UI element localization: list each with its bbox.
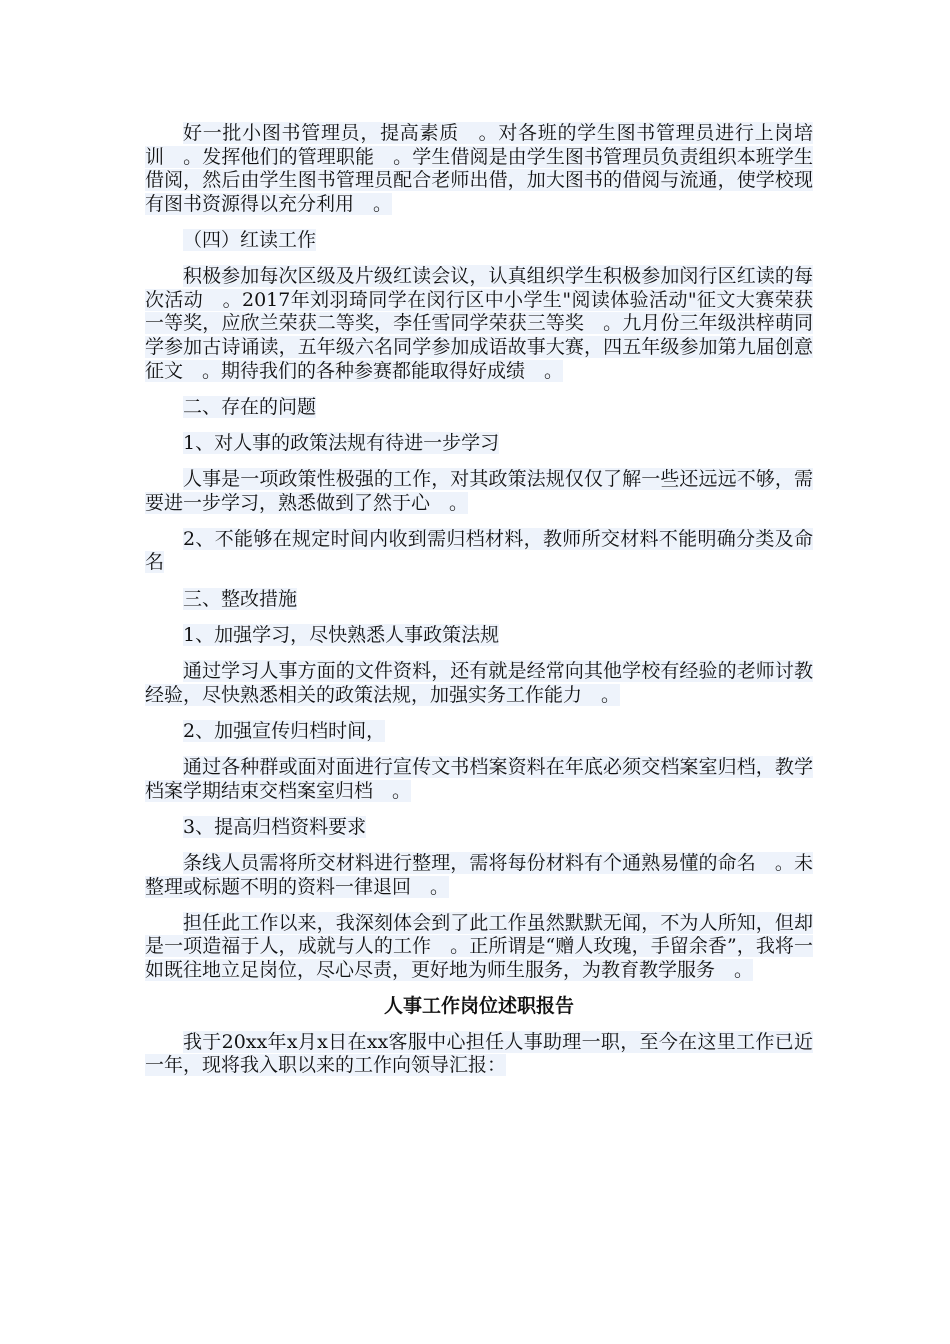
measure-item-3: 3、提高归档资料要求 <box>183 815 367 838</box>
paragraph-red-reading-activities: 积极参加每次区级及片级红读会议，认真组织学生积极参加闵行区红读的每次活动 。2017年刘羽琦同学在闵行区中小学生"阅读体验活动"征文大赛荣获一等奖，应欣兰荣获二等奖，李任雪同学荣获三等奖 。九月份三年级洪梓萌同学参加古诗诵读，五年级六名同学参加成语故事大赛，四五年级参加第九届创意征文 。期待我们的各种参赛都能取得好成绩 。 <box>145 265 813 382</box>
measure-item-1: 1、加强学习，尽快熟悉人事政策法规 <box>183 623 500 646</box>
paragraph-librarian-training: 好一批小图书管理员，提高素质 。对各班的学生图书管理员进行上岗培训 。发挥他们的管理职能 。学生借阅是由学生图书管理员负责组织本班学生借阅，然后由学生图书管理员配合老师出借，加大图书的借阅与流通，使学校现有图书资源得以充分利用 。 <box>145 122 813 215</box>
heading-rectification-measures: 三、整改措施 <box>183 587 298 610</box>
problem-item-1: 1、对人事的政策法规有待进一步学习 <box>183 431 500 454</box>
paragraph-conclusion: 担任此工作以来，我深刻体会到了此工作虽然默默无闻，不为人所知，但却是一项造福于人，成就与人的工作 。正所谓是“赠人玫瑰，手留余香”，我将一如既往地立足岗位，尽心尽责，更好地为师生服务，为教育教学服务 。 <box>145 911 813 981</box>
paragraph-material-requirements: 条线人员需将所交材料进行整理，需将每份材料有个通熟易懂的命名 。未整理或标题不明的资料一律退回 。 <box>145 851 813 898</box>
paragraph-report-intro: 我于20xx年x月x日在xx客服中心担任人事助理一职，至今在这里工作已近一年，现将我入职以来的工作向领导汇报： <box>145 1030 813 1077</box>
measure-item-2: 2、加强宣传归档时间， <box>183 719 386 742</box>
heading-red-reading: （四）红读工作 <box>183 228 317 251</box>
section-title: 人事工作岗位述职报告 <box>383 995 574 1018</box>
paragraph-archiving-promotion: 通过各种群或面对面进行宣传文书档案资料在年底必须交档案室归档，教学档案学期结束交档案室归档 。 <box>145 756 813 802</box>
paragraph-policy-study: 人事是一项政策性极强的工作，对其政策法规仅仅了解一些还远远不够，需要进一步学习，熟悉做到了然于心 。 <box>145 468 813 514</box>
document-body <box>145 122 813 1091</box>
problem-item-2: 2、不能够在规定时间内收到需归档材料，教师所交材料不能明确分类及命名 <box>145 527 813 574</box>
heading-existing-problems: 二、存在的问题 <box>183 395 317 418</box>
paragraph-learning-approach: 通过学习人事方面的文件资料，还有就是经常向其他学校有经验的老师讨教经验，尽快熟悉相关的政策法规，加强实务工作能力 。 <box>145 660 813 706</box>
